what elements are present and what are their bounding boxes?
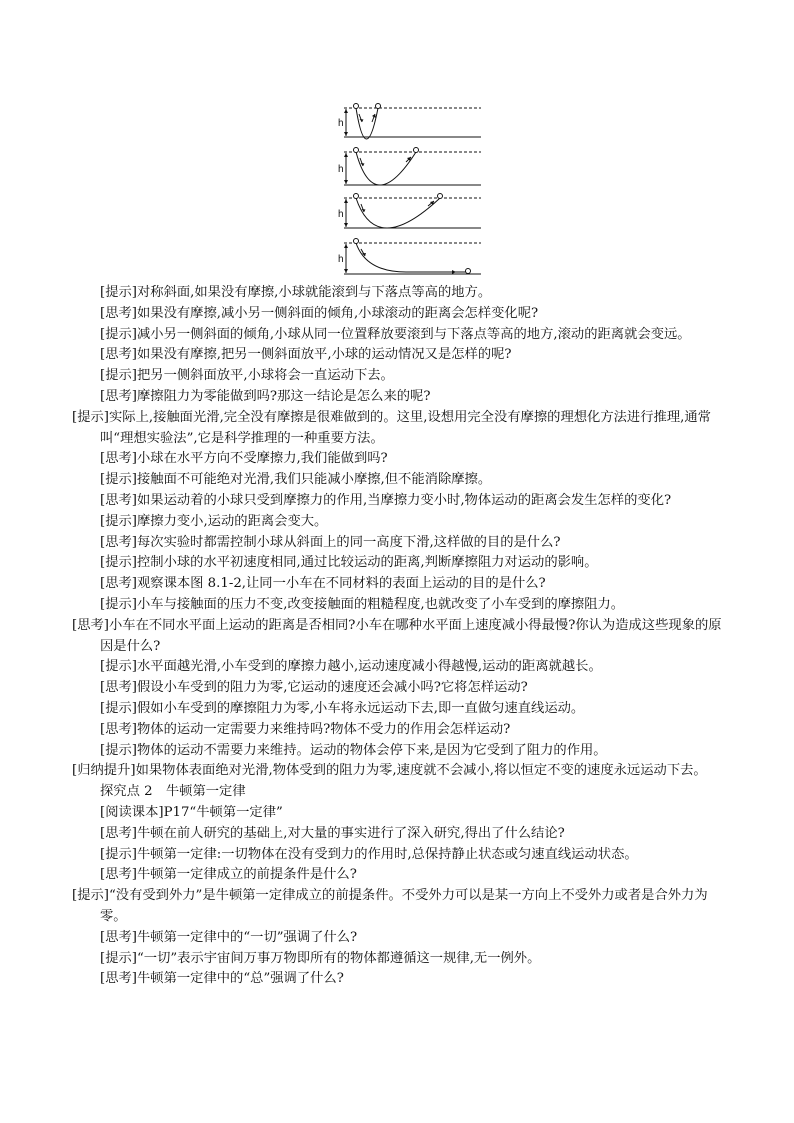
ramp-experiment-figure <box>336 100 486 280</box>
paragraph: [提示]接触面不可能绝对光滑,我们只能减小摩擦,但不能消除摩擦。 <box>100 472 492 488</box>
paragraph: [提示]实际上,接触面光滑,完全没有摩擦是很难做到的。这里,设想用完全没有摩擦的理想化方法进行推理,通常叫“理想实验法”,它是科学推理的一种重要方法。 <box>72 409 711 446</box>
ramp-diagrams <box>336 100 486 280</box>
paragraph: [思考]如果没有摩擦,减小另一侧斜面的倾角,小球滚动的距离会怎样变化呢? <box>100 305 539 321</box>
paragraph: [思考]观察课本图 8.1-2,让同一小车在不同材料的表面上运动的目的是什么? <box>100 576 546 592</box>
paragraph: [思考]牛顿在前人研究的基础上,对大量的事实进行了深入研究,得出了什么结论? <box>100 825 565 841</box>
paragraph: [思考]如果没有摩擦,把另一侧斜面放平,小球的运动情况又是怎样的呢? <box>100 347 512 363</box>
ramp-panel-4 <box>344 239 481 275</box>
paragraph: [提示]减小另一侧斜面的倾角,小球从同一位置释放要滚到与下落点等高的地方,滚动的距离就会变远。 <box>100 326 691 342</box>
paragraph: [思考]牛顿第一定律成立的前提条件是什么? <box>100 867 357 883</box>
paragraph: [归纳提升]如果物体表面绝对光滑,物体受到的阻力为零,速度就不会减小,将以恒定不变的速度永远运动下去。 <box>72 763 707 779</box>
paragraph: [提示]控制小球的水平初速度相同,通过比较运动的距离,判断摩擦阻力对运动的影响。 <box>100 555 598 571</box>
height-label-3: h <box>338 209 344 220</box>
paragraph: [提示]摩擦力变小,运动的距离会变大。 <box>100 513 328 529</box>
section-heading: 探究点 2 牛顿第一定律 <box>100 784 246 800</box>
paragraph: [思考]小车在不同水平面上运动的距离是否相同?小车在哪种水平面上速度减小得最慢?你认为造成这些现象的原因是什么? <box>72 617 722 654</box>
height-label-2: h <box>338 164 344 175</box>
paragraph: [思考]如果运动着的小球只受到摩擦力的作用,当摩擦力变小时,物体运动的距离会发生怎样的变化? <box>100 492 672 508</box>
paragraph: [提示]对称斜面,如果没有摩擦,小球就能滚到与下落点等高的地方。 <box>100 285 492 300</box>
ramp-panel-2 <box>344 148 481 186</box>
paragraph: [思考]小球在水平方向不受摩擦力,我们能做到吗? <box>100 451 388 467</box>
paragraph: [提示]牛顿第一定律:一切物体在没有受到力的作用时,总保持静止状态或匀速直线运动状态。 <box>100 846 638 862</box>
paragraph: [提示]物体的运动不需要力来维持。运动的物体会停下来,是因为它受到了阻力的作用。 <box>100 742 607 758</box>
paragraph: [提示]“没有受到外力”是牛顿第一定律成立的前提条件。不受外力可以是某一方向上不受外力或者是合外力为零。 <box>72 888 708 924</box>
height-label-1: h <box>338 118 344 129</box>
paragraph: [提示]“一切”表示宇宙间万事万物即所有的物体都遵循这一规律,无一例外。 <box>100 950 541 966</box>
paragraph: [思考]牛顿第一定律中的“一切”强调了什么? <box>100 929 358 945</box>
paragraph: [提示]把另一侧斜面放平,小球将会一直运动下去。 <box>100 368 394 384</box>
paragraph: [思考]摩擦阻力为零能做到吗?那这一结论是怎么来的呢? <box>100 388 431 404</box>
paragraph: [提示]水平面越光滑,小车受到的摩擦力越小,运动速度减小得越慢,运动的距离就越长。 <box>100 659 602 675</box>
height-label-4: h <box>338 254 344 265</box>
paragraph: [提示]假如小车受到的摩擦阻力为零,小车将永远运动下去,即一直做匀速直线运动。 <box>100 700 585 716</box>
paragraph: [思考]牛顿第一定律中的“总”强调了什么? <box>100 971 344 987</box>
paragraph: [思考]假设小车受到的阻力为零,它运动的速度还会减小吗?它将怎样运动? <box>100 680 528 696</box>
paragraph: [阅读课本]P17“牛顿第一定律” <box>100 804 283 820</box>
paragraph: [思考]物体的运动一定需要力来维持吗?物体不受力的作用会怎样运动? <box>100 721 511 737</box>
paragraph: [思考]每次实验时都需控制小球从斜面上的同一高度下滑,这样做的目的是什么? <box>100 534 561 550</box>
ramp-panel-1 <box>344 104 481 140</box>
paragraph: [提示]小车与接触面的压力不变,改变接触面的粗糙程度,也就改变了小车受到的摩擦阻力。 <box>100 596 625 612</box>
body-text <box>72 283 725 990</box>
